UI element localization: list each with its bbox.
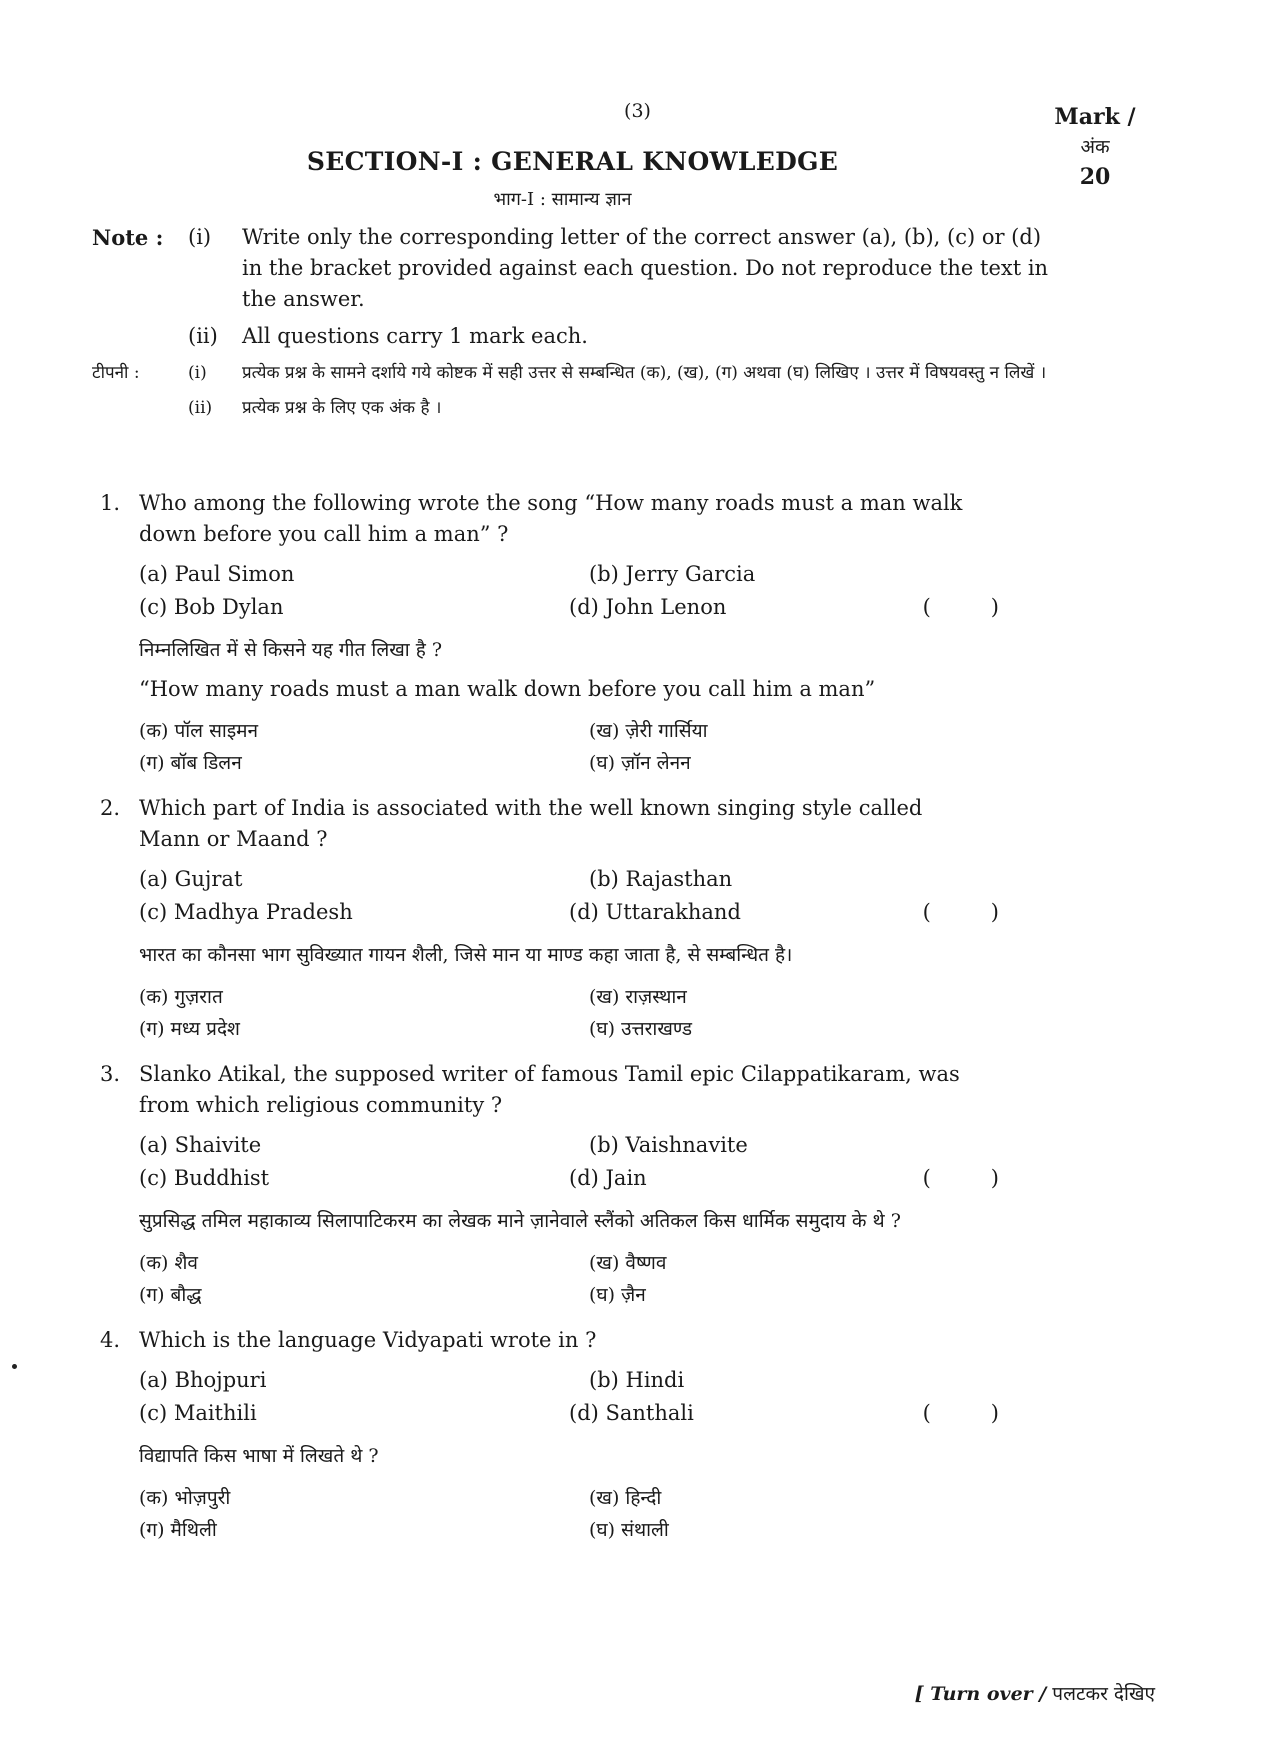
section-title: SECTION-I : GENERAL KNOWLEDGE (306, 147, 839, 176)
option-hindi: (घ) ज़ॉन लेनन (589, 752, 691, 774)
note-item (92, 222, 1052, 315)
option-hindi: (ग) मध्य प्रदेश (139, 1018, 240, 1040)
option-hindi: (क) शैव (139, 1252, 198, 1274)
option-hindi: (घ) संथाली (589, 1519, 669, 1541)
option-hindi: (क) पॉल साइमन (139, 720, 259, 742)
option-hindi: (ग) मैथिली (139, 1519, 217, 1541)
option: (b) Rajasthan (589, 867, 733, 891)
answer-bracket[interactable]: ( ) (922, 1166, 999, 1190)
option: (d) Uttarakhand (569, 900, 741, 924)
page-number: (3) (624, 100, 651, 122)
option-hindi: (ग) बॉब डिलन (139, 752, 242, 774)
note-number: (ii) (188, 398, 213, 418)
question (100, 1059, 1050, 1311)
note-item (92, 321, 1052, 352)
instructions (92, 222, 1052, 424)
footer-turn-over (915, 1680, 1155, 1706)
options-hindi (139, 981, 999, 1045)
note-label-hindi: टीपनी : (92, 363, 140, 383)
question-list (100, 488, 1050, 1560)
marks-value: 20 (1079, 164, 1111, 190)
option: (c) Madhya Pradesh (139, 900, 353, 924)
option-hindi: (ख) हिन्दी (589, 1487, 662, 1509)
note-item-hindi (92, 393, 1052, 424)
option: (b) Hindi (589, 1368, 685, 1392)
option: (a) Gujrat (139, 867, 243, 891)
answer-bracket[interactable]: ( ) (922, 1401, 999, 1425)
option: (a) Shaivite (139, 1133, 262, 1157)
question-text: Slanko Atikal, the supposed writer of famous Tamil epic Cilappatikaram, was from which religious community ? (139, 1062, 960, 1117)
question-text: Which part of India is associated with the well known singing style called Mann or Maand ? (139, 796, 923, 851)
note-text: All questions carry 1 mark each. (242, 324, 588, 348)
option: (b) Vaishnavite (589, 1133, 748, 1157)
question (100, 793, 1050, 1045)
option-hindi: (क) भोज़पुरी (139, 1487, 231, 1509)
section-title-hindi: भाग-I : सामान्य ज्ञान (493, 189, 632, 210)
note-number: (i) (188, 225, 212, 249)
question-quote: “How many roads must a man walk down before you call him a man” (139, 677, 876, 701)
options-hindi (139, 1247, 999, 1311)
option: (a) Paul Simon (139, 562, 295, 586)
question-text-hindi: विद्यापति किस भाषा में लिखते थे ? (139, 1445, 379, 1467)
option: (d) John Lenon (569, 595, 727, 619)
question-text-hindi: सुप्रसिद्ध तमिल महाकाव्य सिलापाटिकरम का लेखक माने ज़ानेवाले स्लैंको अतिकल किस धार्मिक समुदाय के थे ? (139, 1210, 901, 1232)
option-hindi: (घ) ज़ैन (589, 1284, 646, 1306)
options-hindi (139, 1482, 999, 1546)
note-number: (i) (188, 363, 207, 383)
option-hindi: (ख) ज़ेरी गार्सिया (589, 720, 708, 742)
question-text-hindi: निम्नलिखित में से किसने यह गीत लिखा है ? (139, 639, 443, 661)
option-hindi: (ख) राज़स्थान (589, 986, 687, 1008)
answer-bracket[interactable]: ( ) (922, 900, 999, 924)
options (139, 558, 999, 624)
option-hindi: (ग) बौद्ध (139, 1284, 202, 1306)
marks-label-hindi: अंक (1080, 136, 1110, 158)
note-text-hindi: प्रत्येक प्रश्न के सामने दर्शाये गये कोष्टक में सही उत्तर से सम्बन्धित (क), (ख), (ग) अथवा (घ) लिखिए । उत्तर में विषयवस्तु न लिखें । (242, 363, 1047, 383)
question (100, 1325, 1050, 1546)
option: (b) Jerry Garcia (589, 562, 756, 586)
marks-label: Mark / (1054, 104, 1136, 130)
question-number: 3. (100, 1062, 121, 1086)
question-number: 4. (100, 1328, 121, 1352)
options (139, 1129, 999, 1195)
note-number: (ii) (188, 324, 218, 348)
option: (d) Jain (569, 1166, 647, 1190)
option: (c) Maithili (139, 1401, 257, 1425)
turn-over-text-hindi: पलटकर देखिए (1052, 1683, 1155, 1705)
option: (c) Bob Dylan (139, 595, 284, 619)
question-text: Who among the following wrote the song “How many roads must a man walk down before you call him a man” ? (139, 491, 963, 546)
question-text: Which is the language Vidyapati wrote in ? (139, 1328, 597, 1352)
answer-bracket[interactable]: ( ) (922, 595, 999, 619)
option-hindi: (क) गुज़रात (139, 986, 223, 1008)
option-hindi: (ख) वैष्णव (589, 1252, 667, 1274)
option: (c) Buddhist (139, 1166, 270, 1190)
scan-mark (12, 1364, 17, 1369)
turn-over-text: [ Turn over / (914, 1683, 1047, 1705)
question-text-hindi: भारत का कौनसा भाग सुविख्यात गायन शैली, जिसे मान या माण्ड कहा जाता है, से सम्बन्धित है। (139, 944, 793, 966)
question-number: 2. (100, 796, 121, 820)
question (100, 488, 1050, 779)
options (139, 863, 999, 929)
note-text-hindi: प्रत्येक प्रश्न के लिए एक अंक है । (242, 398, 442, 418)
note-item-hindi (92, 358, 1052, 389)
options (139, 1364, 999, 1430)
note-label: Note : (92, 225, 164, 250)
options-hindi (139, 715, 999, 779)
option-hindi: (घ) उत्तराखण्ड (589, 1018, 693, 1040)
option: (d) Santhali (569, 1401, 694, 1425)
note-text: Write only the corresponding letter of the correct answer (a), (b), (c) or (d) in the bracket provided against each question. Do not reproduce the text in the answer. (242, 225, 1049, 311)
question-number: 1. (100, 491, 121, 515)
option: (a) Bhojpuri (139, 1368, 267, 1392)
